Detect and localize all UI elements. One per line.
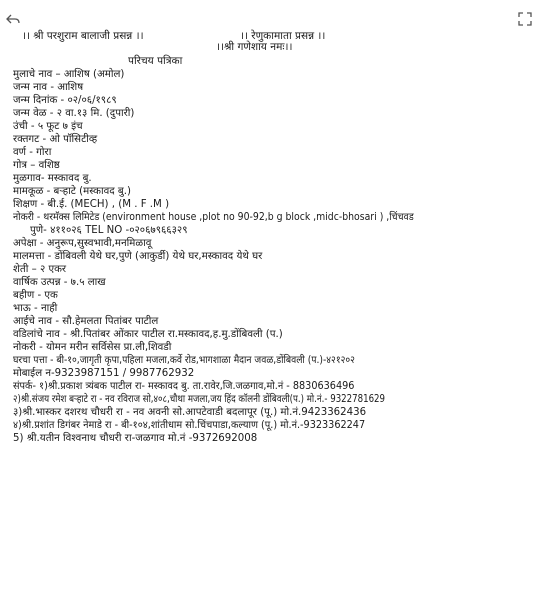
contact-5: 5) श्री.यतीन विश्वनाथ चौधरी रा-जळगाव मो.नं -9372692008 — [13, 433, 258, 444]
line-birth-date: जन्म दिनांक - ०२/०६/१९८९ — [13, 95, 117, 106]
line-gotra: गोत्र – वशिष्ठ — [13, 160, 60, 171]
document-title: परिचय पत्रिका — [128, 55, 183, 67]
center-invocation: ।।श्री गणेशाय नमः।। — [216, 41, 293, 53]
line-job: नोकरी - थरमॅक्स लिमिटेड (environment house ,plot no 90-92,b g block ,midc-bhosari ) ,चिंचवड — [13, 212, 414, 223]
line-job-city-phone: पुणे- ४११०२६ TEL NO -०२०६७९६६३२९ — [30, 225, 188, 236]
line-birth-time: जन्म वेळ - २ वा.१३ मि. (दुपारी) — [13, 108, 135, 119]
line-property: मालमत्ता - डोंबिवली येथे घर,पुणे (आकुर्डी) येथे घर,मस्कावद येथे घर — [13, 251, 263, 262]
expand-icon[interactable] — [518, 12, 532, 26]
left-invocation: ।। श्री परशुराम बालाजी प्रसन्न ।। — [22, 30, 144, 42]
contact-3: ३)श्री.भास्कर दशरथ चौधरी रा - नव अवनी सो.आपटेवाडी बदलापूर (पू.) मो.नं.9423362436 — [13, 407, 367, 418]
line-blood-group: रक्तगट - ओ पॉसिटीव्ह — [13, 134, 98, 145]
line-sisters: बहीण - एक — [13, 290, 58, 301]
contact-2: २)श्री.संजय रमेश बऱ्हाटे रा - नव रविराज सो,४०८,चौथा मजला,जय हिंद कॉलनी डोंबिवली(प.) मो.नं.- 9322781629 — [13, 394, 386, 405]
line-mobile: मोबाईल न-9323987151 / 9987762932 — [13, 368, 195, 379]
line-expectations: अपेक्षा - अनुरूप,सुस्वभावी,मनमिळावू — [13, 238, 152, 249]
line-annual-income: वार्षिक उत्पन्न - ७.५ लाख — [13, 277, 106, 288]
line-home-address: घरचा पत्ता - बी-१०,जागृती कृपा,पहिला मजला,कर्वे रोड,भागशाळा मैदान जवळ,डोंबिवली (प.)-४२१२०२ — [13, 355, 355, 366]
contact-4: ४)श्री.प्रशांत डिगंबर नेमाडे रा - बी-१०४,शांतीधाम सो.चिंचपाडा,कल्याण (पू.) मो.नं.-9323362247 — [13, 420, 366, 431]
line-groom-name: मुलाचे नाव – आशिष (अमोल) — [13, 69, 125, 80]
line-maternal-family: मामकूळ - बऱ्हाटे (मस्कावद बु.) — [13, 186, 131, 197]
line-brothers: भाऊ - नाही — [13, 303, 58, 314]
line-father-name: वडिलांचे नाव - श्री.पितांबर ओंकार पाटील रा.मस्कावद,ह.मु.डोंबिवली (प.) — [13, 329, 283, 340]
contact-1: संपर्क- १)श्री.प्रकाश त्र्यंबक पाटील रा- मस्कावद बु. ता.रावेर,जि.जळगाव,मो.नं - 8830636496 — [13, 381, 355, 392]
right-invocation: ।। रेणुकामाता प्रसन्न ।। — [240, 30, 326, 42]
line-mother-name: आईचे नाव - सौ.हेमलता पितांबर पाटील — [13, 316, 159, 327]
line-native-place: मुळगाव- मस्कावद बु. — [13, 173, 92, 184]
reply-arrow-icon[interactable] — [6, 12, 20, 26]
line-father-job: नोकरी - योमन मरीन सर्विसेस प्रा.ली,शिवडी — [13, 342, 172, 353]
line-height: उंची - ५ फूट ७ इंच — [13, 121, 83, 132]
line-complexion: वर्ण - गोरा — [13, 147, 52, 158]
line-birth-name: जन्म नाव - आशिष — [13, 82, 84, 93]
line-farm-land: शेती – २ एकर — [13, 264, 67, 275]
line-education: शिक्षण - बी.ई. (MECH) , (M . F .M ) — [13, 199, 170, 210]
